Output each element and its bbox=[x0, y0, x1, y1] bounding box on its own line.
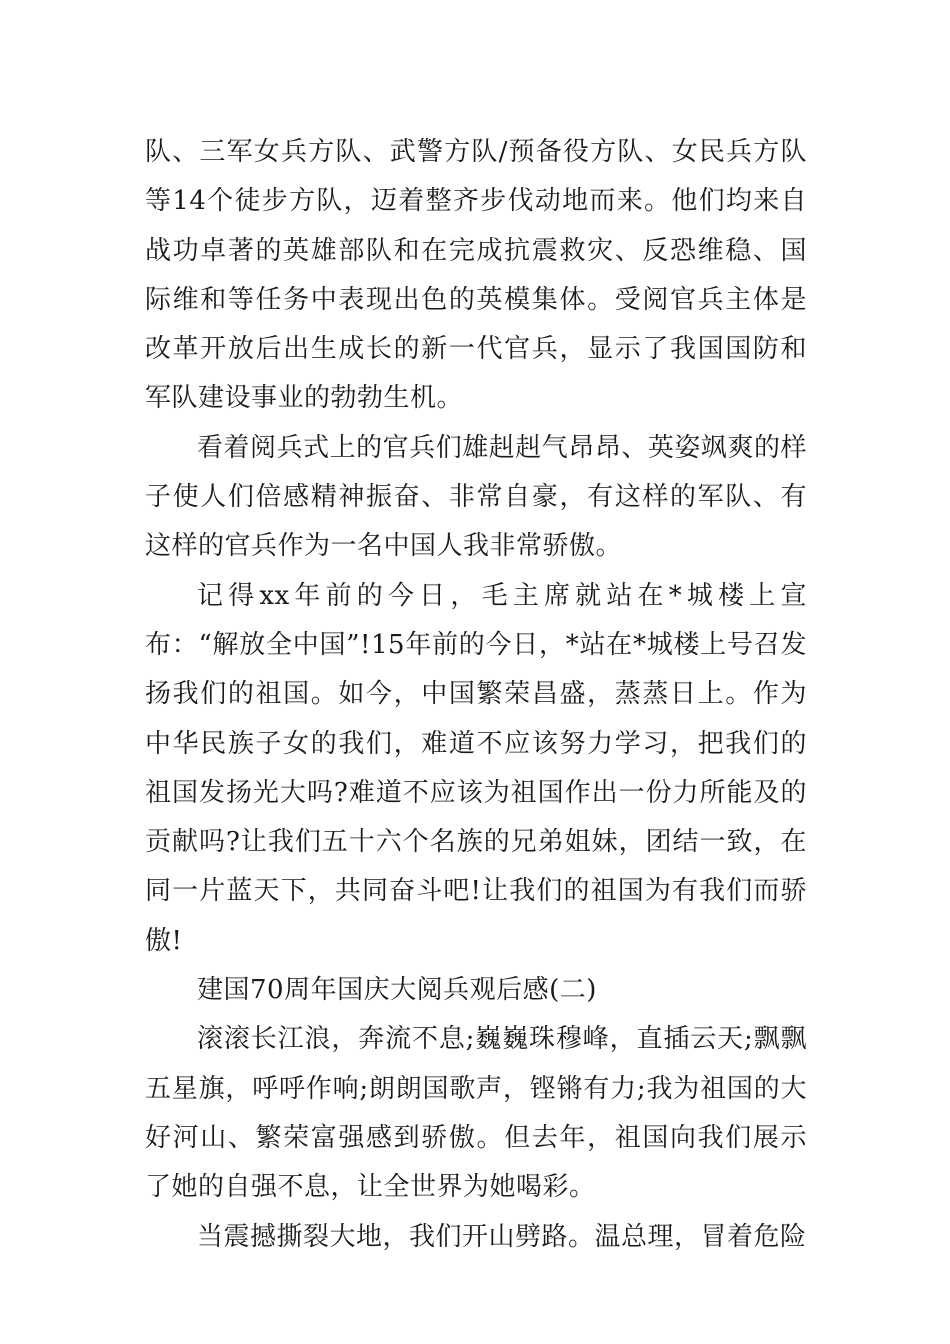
section-heading: 建国70周年国庆大阅兵观后感(二) bbox=[197, 975, 597, 1006]
paragraph-history: 记得xx年前的今日，毛主席就站在*城楼上宣布：“解放全中国”!15年前的今日，*站在*城楼上号召发扬我们的祖国。如今，中国繁荣昌盛，蒸蒸日上。作为中华民族子女的我们，难道不应该努力学习，把我们的祖国发扬光大吗?难道不应该为祖国作出一份力所能及的贡献吗?让我们五十六个名族的兄弟姐妹，团结一致，在同一片蓝天下，共同奋斗吧!让我们的祖国为有我们而骄傲! bbox=[145, 580, 807, 956]
paragraph-continuation: 队、三军女兵方队、武警方队/预备役方队、女民兵方队等14个徒步方队，迈着整齐步伐动地而来。他们均来自战功卓著的英雄部队和在完成抗震救灾、反恐维稳、国际维和等任务中表现出色的英模集体。受阅官兵主体是改革开放后出生成长的新一代官兵，显示了我国国防和军队建设事业的勃勃生机。 bbox=[145, 137, 807, 414]
document-body bbox=[145, 128, 807, 1262]
paragraph-motherland: 滚滚长江浪，奔流不息;巍巍珠穆峰，直插云天;飘飘五星旗，呼呼作响;朗朗国歌声，铿锵有力;我为祖国的大好河山、繁荣富强感到骄傲。但去年，祖国向我们展示了她的自强不息，让全世界为她喝彩。 bbox=[145, 1024, 807, 1203]
paragraph-earthquake: 当震撼撕裂大地，我们开山劈路。温总理，冒着危险 bbox=[197, 1221, 807, 1252]
paragraph-soldiers-pride: 看着阅兵式上的官兵们雄赳赳气昂昂、英姿飒爽的样子使人们倍感精神振奋、非常自豪，有这样的军队、有这样的官兵作为一名中国人我非常骄傲。 bbox=[145, 432, 807, 562]
